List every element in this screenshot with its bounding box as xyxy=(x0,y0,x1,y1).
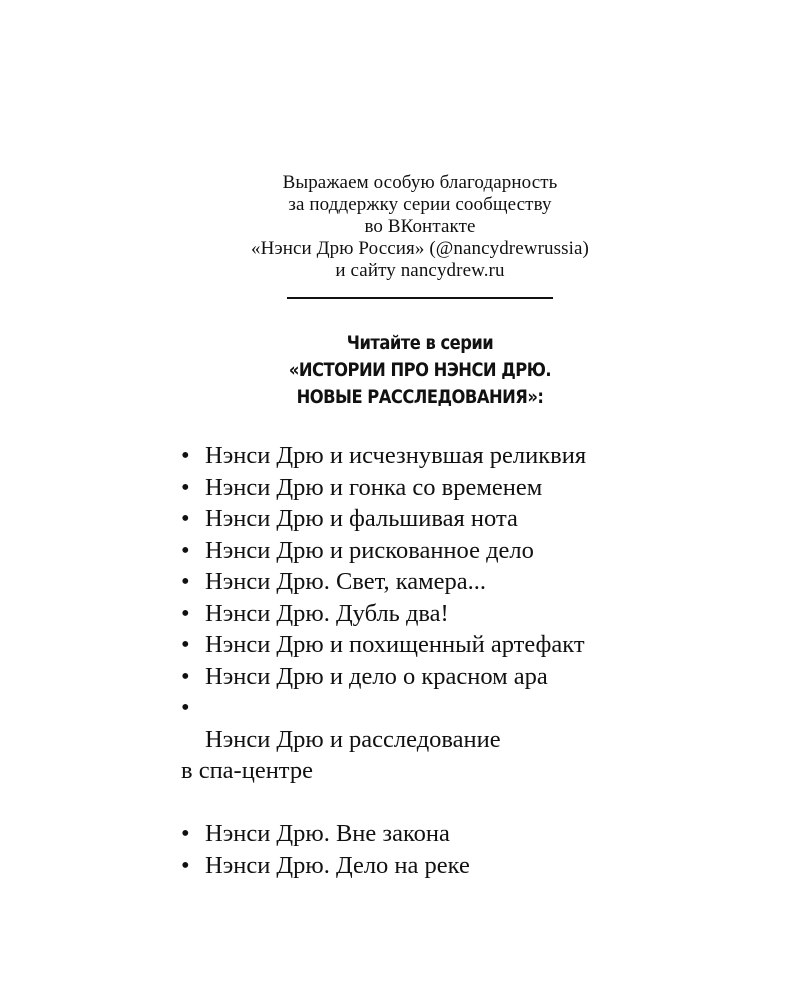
bullet-icon: • xyxy=(181,820,190,847)
book-list-item xyxy=(181,598,586,630)
book-title: Нэнси Дрю и гонка со временем xyxy=(205,473,543,501)
bullet-icon: • xyxy=(181,505,190,532)
bullet-icon: • xyxy=(181,473,190,501)
acknowledgement-line: за поддержку серии сообществу xyxy=(288,194,552,215)
divider-rule xyxy=(287,297,553,299)
book-list-item xyxy=(181,440,586,472)
book-title: Нэнси Дрю и рискованное дело xyxy=(205,536,534,564)
book-list-item xyxy=(181,566,586,598)
acknowledgement-line: и сайту nancydrew.ru xyxy=(335,260,505,281)
book-title: Нэнси Дрю. Вне закона xyxy=(205,820,450,847)
series-heading xyxy=(59,330,781,411)
bullet-icon: • xyxy=(181,599,190,627)
acknowledgement-block xyxy=(0,172,800,282)
book-title: Нэнси Дрю и дело о красном ара xyxy=(205,662,548,690)
book-list xyxy=(181,440,586,881)
book-title: Нэнси Дрю и похищенный артефакт xyxy=(205,631,585,658)
book-title xyxy=(181,692,501,818)
book-list-item xyxy=(181,629,586,661)
book-title: Нэнси Дрю. Дубль два! xyxy=(205,599,449,627)
bullet-icon: • xyxy=(181,568,190,595)
series-intro: Читайте в серии xyxy=(346,332,494,354)
book-title: Нэнси Дрю. Свет, камера... xyxy=(205,568,486,595)
bullet-icon: • xyxy=(181,694,190,721)
book-list-item xyxy=(181,472,586,504)
bullet-icon: • xyxy=(181,442,190,469)
acknowledgement-line: во ВКонтакте xyxy=(364,216,476,237)
book-list-item xyxy=(181,661,586,693)
book-title: Нэнси Дрю и фальшивая нота xyxy=(205,505,518,532)
book-title: Нэнси Дрю и исчезнувшая реликвия xyxy=(205,442,587,469)
acknowledgement-line: Выражаем особую благодарность xyxy=(282,172,558,193)
bullet-icon: • xyxy=(181,662,190,690)
series-name-line: «ИСТОРИИ ПРО НЭНСИ ДРЮ. xyxy=(288,359,552,381)
book-list-item xyxy=(181,850,586,882)
book-list-item xyxy=(181,535,586,567)
series-name-line: НОВЫЕ РАССЛЕДОВАНИЯ»: xyxy=(296,386,544,408)
bullet-icon: • xyxy=(181,536,190,564)
book-list-item xyxy=(181,503,586,535)
bullet-icon: • xyxy=(181,851,190,879)
acknowledgement-line: «Нэнси Дрю Россия» (@nancydrewrussia) xyxy=(251,238,589,259)
book-title-line: Нэнси Дрю и расследование xyxy=(205,725,501,753)
book-list-item xyxy=(181,818,586,850)
bullet-icon: • xyxy=(181,631,190,658)
book-title-continuation: в спа-центре xyxy=(181,757,313,784)
book-title: Нэнси Дрю. Дело на реке xyxy=(205,851,470,879)
book-list-item xyxy=(181,692,586,818)
